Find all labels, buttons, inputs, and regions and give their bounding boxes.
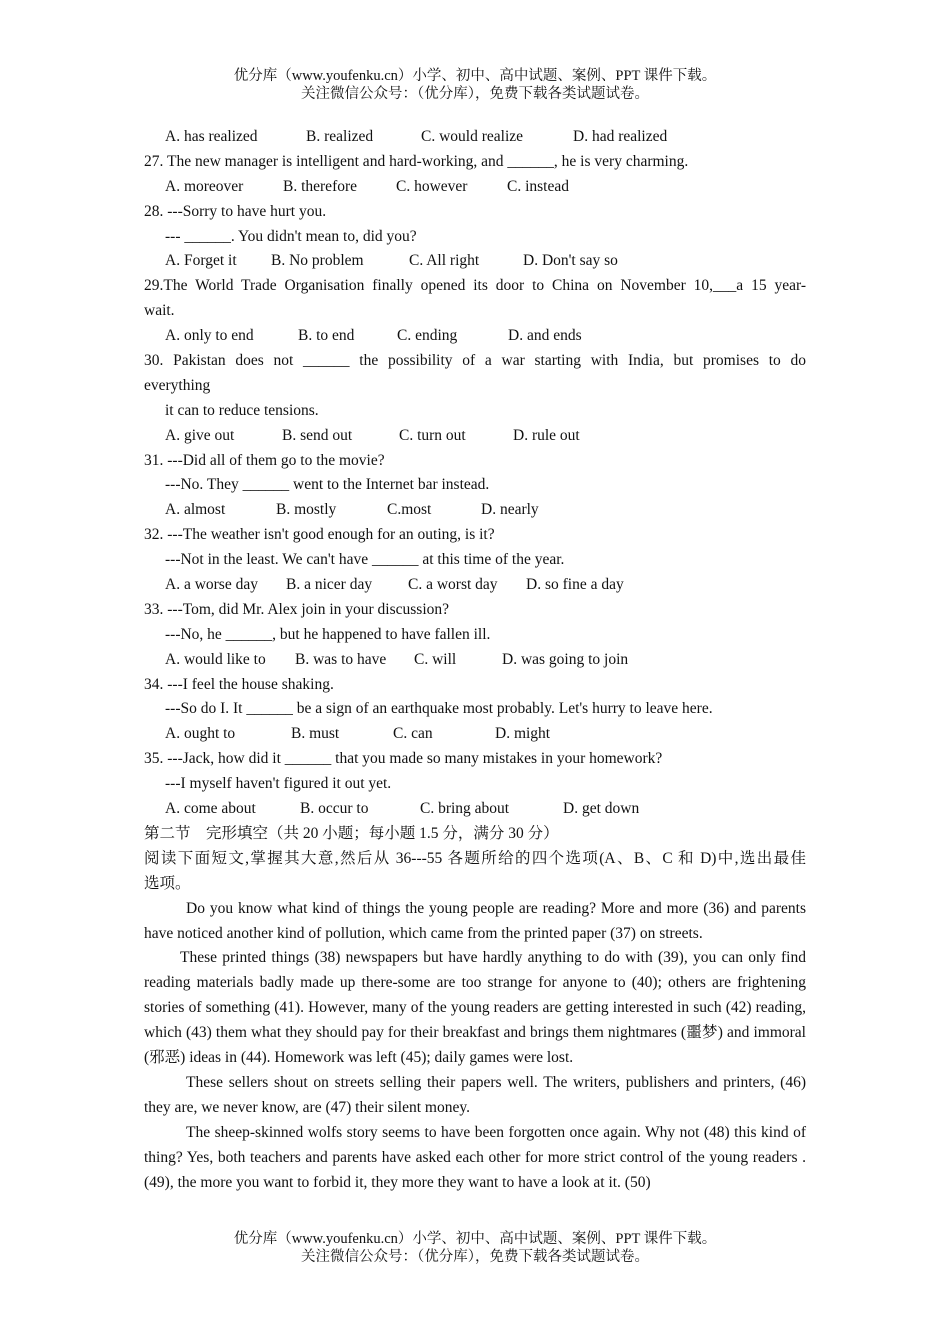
q30-option-d: D. rule out	[513, 426, 580, 444]
q29-stem-line2: wait.	[144, 302, 175, 320]
header-line-2: 关注微信公众号：（优分库），免费下载各类试题试卷。	[301, 86, 649, 102]
q29-option-a: A. only to end	[165, 327, 254, 345]
q30-options	[144, 424, 806, 449]
q32-option-b: B. a nicer day	[286, 576, 373, 594]
q28-options	[144, 249, 806, 274]
q28-option-a: A. Forget it	[165, 252, 237, 270]
q31-options	[144, 498, 806, 523]
q34-option-b: B. must	[291, 725, 340, 743]
q29-option-d: D. and ends	[508, 327, 582, 345]
q32-option-a: A. a worse day	[165, 576, 258, 594]
exam-content	[144, 125, 806, 1195]
q35-stem: 35. ---Jack, how did it ______ that you made so many mistakes in your homework?	[144, 750, 663, 768]
q34-options	[144, 722, 806, 747]
q32-option-d: D. so fine a day	[526, 576, 624, 594]
passage-paragraph-4: The sheep-skinned wolfs story seems to have been forgotten once again. Why not (48) this kind of thing? Yes, both teachers and parents have asked each other for more strict control of the young readers . (49), the more you want to forbid it, they more they want to have a look at it. (50)	[144, 1123, 806, 1191]
q31-reply: ---No. They ______ went to the Internet bar instead.	[165, 476, 490, 494]
q30-option-a: A. give out	[165, 426, 235, 444]
header-line-1: 优分库（www.youfenku.cn）小学、初中、高中试题、案例、PPT 课件下载。	[233, 68, 717, 84]
page-header	[0, 67, 950, 103]
section2-instruction-line1: 阅读下面短文,掌握其大意,然后从 36---55 各题所给的四个选项(A、B、C 和 D)中,选出最佳	[144, 849, 806, 867]
q27-option-b: B. therefore	[283, 177, 358, 195]
q27-option-d: C. instead	[507, 177, 569, 195]
footer-line-1: 优分库（www.youfenku.cn）小学、初中、高中试题、案例、PPT 课件下载。	[233, 1231, 717, 1247]
q28-option-d: D. Don't say so	[523, 252, 618, 270]
q31-option-b: B. mostly	[276, 501, 337, 519]
q28-option-b: B. No problem	[271, 252, 364, 270]
passage-paragraph-3: These sellers shout on streets selling their papers well. The writers, publishers and printers, (46) they are, we never know, are (47) their silent money.	[144, 1073, 806, 1116]
q29-option-b: B. to end	[298, 327, 355, 345]
q33-option-d: D. was going to join	[502, 650, 629, 668]
q26-option-c: C. would realize	[421, 128, 524, 145]
q33-options	[144, 648, 806, 673]
q34-option-c: C. can	[393, 725, 433, 743]
section2-title: 第二节 完形填空（共 20 小题；每小题 1.5 分，满分 30 分）	[144, 824, 559, 842]
q27-option-c: C. however	[396, 177, 468, 195]
q30-stem-line2: everything	[144, 376, 211, 394]
q28-stem: 28. ---Sorry to have hurt you.	[144, 202, 327, 220]
q26-option-a: A. has realized	[165, 128, 258, 145]
passage-paragraph-1: Do you know what kind of things the young people are reading? More and more (36) and parents have noticed another kind of pollution, which came from the printed paper (37) on streets.	[144, 899, 806, 942]
q35-option-d: D. get down	[563, 800, 640, 818]
q30-stem-line1: 30. Pakistan does not ______ the possibility of a war starting with India, but promises to do	[144, 352, 806, 370]
q34-reply: ---So do I. It ______ be a sign of an earthquake most probably. Let's hurry to leave here.	[165, 700, 713, 718]
q35-option-b: B. occur to	[300, 800, 369, 818]
q31-option-d: D. nearly	[481, 501, 539, 519]
q28-reply: --- ______. You didn't mean to, did you?	[165, 227, 417, 245]
page-footer	[0, 1230, 950, 1266]
q35-option-a: A. come about	[165, 800, 256, 818]
q27-option-a: A. moreover	[165, 177, 244, 195]
section2-instruction-line2: 选项。	[144, 874, 191, 892]
q33-option-a: A. would like to	[165, 650, 266, 668]
q32-option-c: C. a worst day	[408, 576, 498, 594]
q35-options	[144, 797, 806, 822]
q27-stem: 27. The new manager is intelligent and hard-working, and ______, he is very charming.	[144, 152, 689, 170]
q29-stem-line1: 29.The World Trade Organisation finally opened its door to China on November 10,___a 15 year-	[144, 277, 806, 295]
q30-option-c: C. turn out	[399, 426, 466, 444]
q30-stem-line3: it can to reduce tensions.	[165, 401, 319, 419]
q33-stem: 33. ---Tom, did Mr. Alex join in your discussion?	[144, 600, 450, 618]
q31-stem: 31. ---Did all of them go to the movie?	[144, 451, 385, 469]
q31-option-a: A. almost	[165, 501, 226, 519]
q26-option-d: D. had realized	[573, 128, 668, 145]
q32-reply: ---Not in the least. We can't have ______ at this time of the year.	[165, 551, 565, 569]
q28-option-c: C. All right	[409, 252, 480, 270]
q34-option-a: A. ought to	[165, 725, 236, 743]
q35-option-c: C. bring about	[420, 800, 510, 818]
q32-options	[144, 573, 806, 598]
q34-stem: 34. ---I feel the house shaking.	[144, 675, 334, 693]
q30-option-b: B. send out	[282, 426, 353, 444]
q26-option-b: B. realized	[306, 128, 374, 145]
q33-option-c: C. will	[414, 650, 457, 668]
q31-option-c: C.most	[387, 501, 432, 519]
q27-options	[144, 175, 806, 200]
q29-option-c: C. ending	[397, 327, 458, 345]
q34-option-d: D. might	[495, 725, 551, 743]
q35-reply: ---I myself haven't figured it out yet.	[165, 775, 392, 793]
q32-stem: 32. ---The weather isn't good enough for an outing, is it?	[144, 526, 495, 544]
q29-options	[144, 324, 806, 349]
footer-line-2: 关注微信公众号：（优分库），免费下载各类试题试卷。	[301, 1249, 649, 1265]
passage-paragraph-2: These printed things (38) newspapers but have hardly anything to do with (39), you can only find reading materials badly made up there-some are too strange for anyone to (40); others are frightening stories of something (41). However, many of the young readers are getting interested in such (42) reading, which (43) them what they should pay for their breakfast and brings them nightmares (噩梦) and immoral (邪恶) ideas in (44). Homework was left (45); daily games were lost.	[144, 949, 806, 1067]
q33-option-b: B. was to have	[295, 650, 387, 668]
q33-reply: ---No, he ______, but he happened to have fallen ill.	[165, 625, 491, 643]
q26-options	[144, 125, 806, 150]
